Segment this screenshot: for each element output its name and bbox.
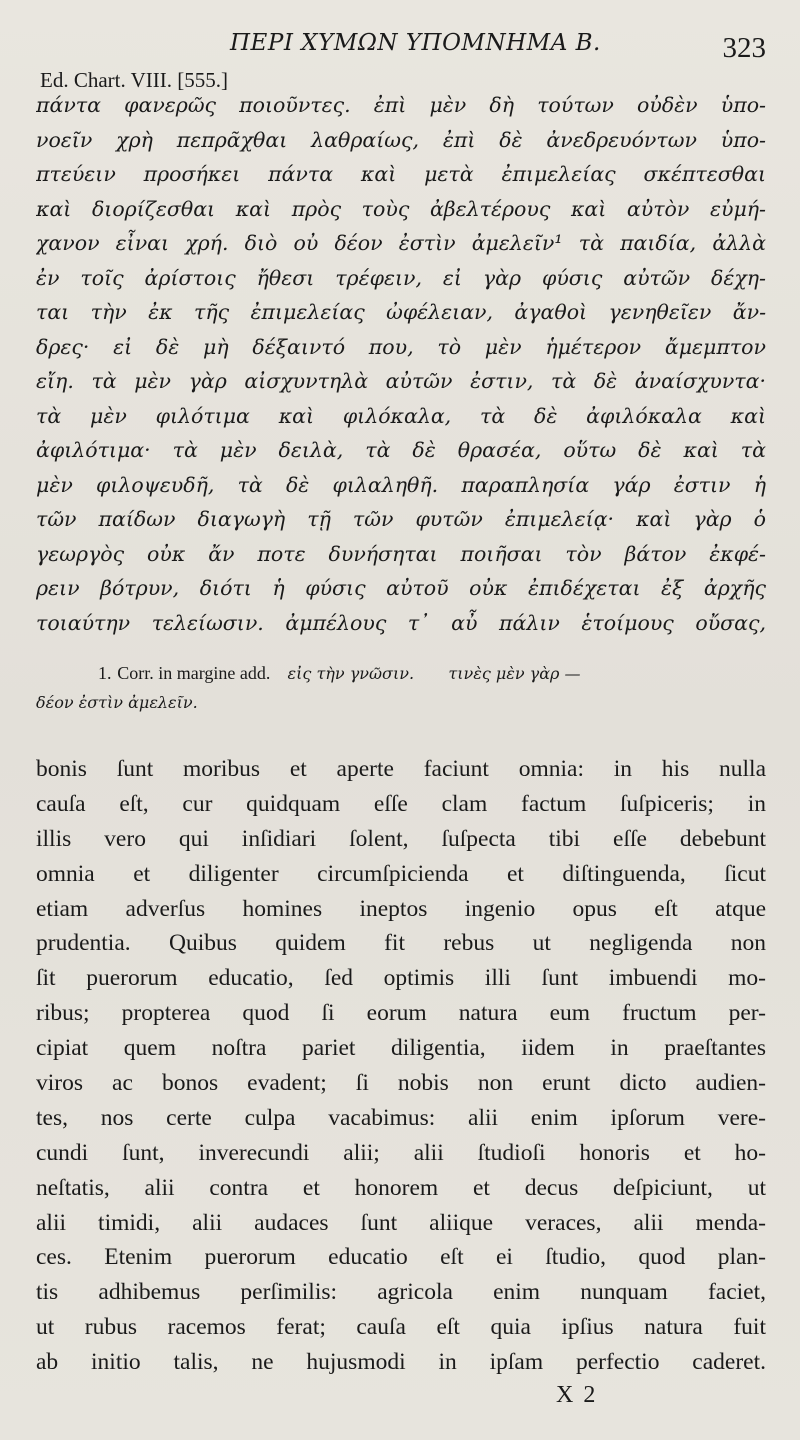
latin-text-line: etiam adverſus homines ineptos ingenio opus eſt atque <box>36 895 766 922</box>
footnote <box>36 658 766 718</box>
latin-text-line: ribus; propterea quod ſi eorum natura eum fructum per- <box>36 1000 766 1027</box>
latin-text-line: ut rubus racemos ferat; cauſa eſt quia ipſius natura fuit <box>36 1314 766 1341</box>
greek-text-line: καὶ διορίζεσθαι καὶ πρὸς τοὺς ἀβελτέρους καὶ αὐτὸν εὐμή- <box>36 196 766 221</box>
edition-reference: Ed. Chart. VIII. [555.] <box>40 68 228 92</box>
latin-text-line: neſtatis, alii contra et honorem et decus deſpiciunt, ut <box>36 1174 766 1201</box>
greek-text-line: ρειν βότρυν, διότι ἡ φύσις αὐτοῦ οὐκ ἐπιδέχεται ἐξ ἀρχῆς <box>36 576 766 600</box>
greek-text-line: ται τὴν ἐκ τῆς ἐπιμελείας ὠφέλειαν, ἀγαθοὶ γενηθεῖεν ἄν- <box>36 300 766 324</box>
latin-text-line: viros ac bonos evadent; ſi nobis non erunt dicto audien- <box>36 1070 766 1097</box>
greek-text-line: γεωργὸς οὐκ ἄν ποτε δυνήσηται ποιῆσαι τὸν βάτον ἐκφέ- <box>36 541 766 566</box>
running-head <box>0 26 800 66</box>
latin-text-block <box>36 752 766 1380</box>
greek-text-block <box>36 88 766 640</box>
footnote-greek: τινὲς μὲν γὰρ — <box>448 664 581 683</box>
latin-text-line: cauſa eſt, cur quidquam eſſe clam factum ſuſpiceris; in <box>36 790 766 817</box>
latin-text-line: cundi ſunt, inverecundi alii; alii ſtudioſi honoris et ho- <box>36 1139 766 1166</box>
footnote-line <box>36 688 766 718</box>
latin-text-line: ab initio talis, ne hujusmodi in ipſam perfectio caderet. <box>36 1349 766 1376</box>
footnote-latin: Corr. in margine add. <box>117 663 271 683</box>
greek-text-line: τοιαύτην τελείωσιν. ἀμπέλους τ᾽ αὖ πάλιν ἑτοίμους οὔσας, <box>36 610 766 635</box>
latin-text-line: prudentia. Quibus quidem fit rebus ut negligenda non <box>36 930 766 957</box>
greek-text-line: ἐν τοῖς ἀρίστοις ἤθεσι τρέφειν, εἰ γὰρ φύσις αὐτῶν δέχη- <box>36 265 766 290</box>
latin-text-line: ces. Etenim puerorum educatio eſt ei ſtudio, quod plan- <box>36 1244 766 1271</box>
greek-text-line: ἀφιλότιμα· τὰ μὲν δειλὰ, τὰ δὲ θρασέα, οὕτω δὲ καὶ τὰ <box>36 438 766 462</box>
footnote-line <box>36 658 766 688</box>
latin-text-line: bonis ſunt moribus et aperte faciunt omnia: in his nulla <box>36 756 766 782</box>
footnote-number: 1. <box>98 663 112 683</box>
greek-text-line: χανον εἶναι χρή. διὸ οὐ δέον ἐστὶν ἀμελεῖν¹ τὰ παιδία, ἀλλὰ <box>36 231 766 255</box>
running-title: ΠΕΡΙ ΧΥΜΩΝ ΥΠΟΜΝΗΜΑ Β. <box>230 30 601 56</box>
footnote-greek: εἰς τὴν γνῶσιν. <box>287 664 415 683</box>
page-number: 323 <box>722 32 766 64</box>
latin-text-line: omnia et diligenter circumſpicienda et diſtinguenda, ſicut <box>36 860 766 887</box>
latin-text-line: ſit puerorum educatio, ſed optimis illi ſunt imbuendi mo- <box>36 965 766 992</box>
greek-text-line: μὲν φιλοψευδῆ, τὰ δὲ φιλαληθῆ. παραπλησία γάρ ἐστιν ἡ <box>36 472 766 497</box>
greek-text-line: πτεύειν προσήκει πάντα καὶ μετὰ ἐπιμελείας σκέπτεσθαι <box>36 162 766 186</box>
latin-text-line: illis vero qui inſidiari ſolent, ſuſpecta tibi eſſe debebunt <box>36 825 766 852</box>
greek-text-line: νοεῖν χρὴ πεπρᾶχθαι λαθραίως, ἐπὶ δὲ ἀνεδρευόντων ὑπο- <box>36 127 766 152</box>
footnote-greek: δέον ἐστὶν ἀμελεῖν. <box>36 693 198 712</box>
greek-text-line: τῶν παίδων διαγωγὴ τῇ τῶν φυτῶν ἐπιμελείᾳ· καὶ γὰρ ὁ <box>36 507 766 531</box>
latin-text-line: tis adhibemus perſimilis: agricola enim nunquam faciet, <box>36 1279 766 1306</box>
latin-text-line: alii timidi, alii audaces ſunt aliique veraces, alii menda- <box>36 1209 766 1236</box>
greek-text-line: τὰ μὲν φιλότιμα καὶ φιλόκαλα, τὰ δὲ ἀφιλόκαλα καὶ <box>36 403 766 428</box>
latin-text-line: cipiat quem noſtra pariet diligentia, iidem in praeſtantes <box>36 1035 766 1062</box>
greek-text-line: δρες· εἰ δὲ μὴ δέξαιντό που, τὸ μὲν ἡμέτερον ἄμεμπτον <box>36 334 766 359</box>
signature-mark: X 2 <box>556 1382 598 1408</box>
greek-text-line: εἴη. τὰ μὲν γὰρ αἰσχυντηλὰ αὐτῶν ἐστιν, τὰ δὲ ἀναίσχυντα· <box>36 369 766 393</box>
greek-text-line: πάντα φανερῶς ποιοῦντες. ἐπὶ μὲν δὴ τούτων οὐδὲν ὑπο- <box>36 93 766 117</box>
latin-text-line: tes, nos certe culpa vacabimus: alii enim ipſorum vere- <box>36 1104 766 1131</box>
